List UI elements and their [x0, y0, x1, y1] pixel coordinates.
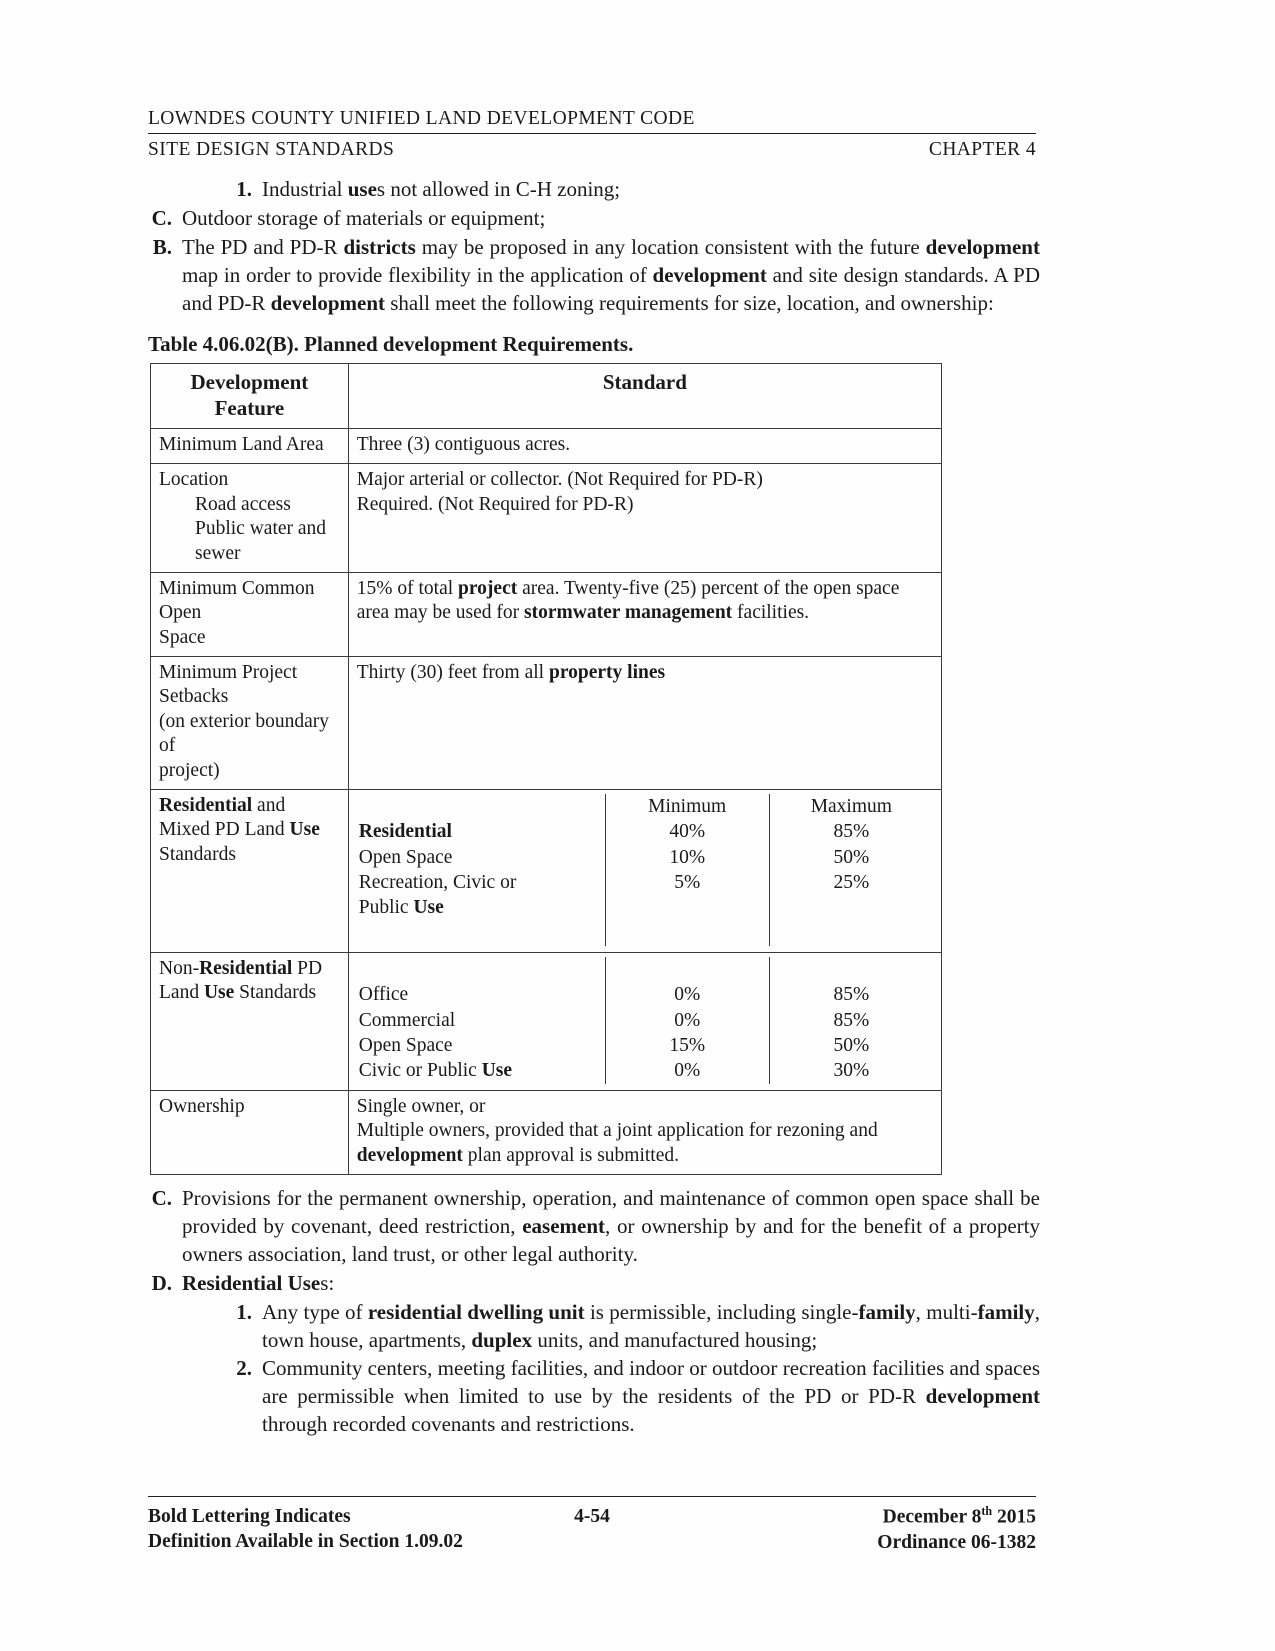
bold-term: Use [203, 982, 235, 1004]
table-row [151, 1090, 942, 1174]
bold-term: districts [343, 234, 416, 259]
text-run: Recreation, Civic or [358, 872, 517, 894]
text-run: and site design standards. A PD and PD-R [182, 262, 1040, 315]
bold-term: easement [522, 1213, 606, 1238]
text-run: area. Twenty-five (25) percent of the open space area may be used for [356, 577, 900, 624]
bold-term: Residential [358, 821, 452, 843]
list-item-text [182, 234, 1040, 318]
text-run: Public [358, 897, 414, 919]
bold-term: development [925, 234, 1040, 259]
pct-label: Commercial [358, 1009, 456, 1031]
ordinal-suffix: th [981, 1504, 993, 1518]
table-row [151, 953, 942, 1091]
pct-filler [357, 921, 606, 946]
cell-feature-non-residential-pd [151, 953, 349, 1091]
pct-row [357, 870, 933, 921]
pct-row [357, 982, 933, 1007]
text-run: Standards [159, 843, 236, 865]
text-run: map in order to provide flexibility in the application of [182, 262, 653, 287]
bold-term: property lines [548, 662, 666, 684]
cell-feature-residential-mixed-pd [151, 789, 349, 952]
text-line: Space [159, 626, 206, 648]
text-run: 2015 [992, 1506, 1036, 1528]
location-sub-road-access: Road access [195, 493, 291, 515]
bold-term: Use [481, 1060, 513, 1082]
cell-feature-ownership: Ownership [151, 1090, 349, 1174]
text-run: Standards [234, 982, 317, 1004]
pct-filler [605, 921, 769, 946]
location-sub-public-water-sewer: Public water and sewer [195, 518, 327, 564]
page-content [148, 176, 1040, 1440]
list-marker: C. [151, 205, 172, 230]
text-run: Civic or Public [358, 1060, 482, 1082]
running-head-second-line [148, 134, 1036, 161]
column-header-standard: Standard [348, 363, 941, 429]
text-run: Industrial [262, 177, 348, 201]
text-run: s not allowed in C-H zoning; [376, 177, 621, 201]
list-marker: D. [151, 1270, 172, 1295]
text-line: (on exterior boundary of [159, 710, 330, 757]
list-marker: 2. [236, 1356, 252, 1381]
planned-development-requirements-table [150, 363, 942, 1175]
text-run: , multi- [915, 1299, 978, 1324]
pct-spacer-row [357, 957, 933, 982]
text-run: Single owner, or [356, 1095, 486, 1117]
text-run: plan approval is submitted. [462, 1144, 679, 1166]
pct-max-value: 85% [769, 982, 933, 1007]
cell-standard-non-residential-pd [348, 953, 941, 1091]
pct-col-header-maximum: Maximum [769, 794, 933, 819]
bold-term: development [925, 1384, 1040, 1409]
bold-term: development [652, 262, 767, 287]
list-item-text [262, 1355, 1040, 1439]
pct-label [357, 819, 606, 844]
pct-min-value: 0% [605, 1058, 769, 1083]
table-row [151, 464, 942, 573]
pct-min-value: 15% [605, 1033, 769, 1058]
column-header-development-feature: Development Feature [151, 363, 349, 429]
bold-term: Use [413, 897, 444, 919]
chapter-label: CHAPTER 4 [928, 139, 1036, 160]
pct-min-value: 0% [605, 1008, 769, 1033]
cell-standard-min-land-area: Three (3) contiguous acres. [348, 429, 941, 464]
page-footer [148, 1496, 1036, 1555]
footer-page-number: 4-54 [574, 1506, 610, 1527]
bold-term: development [270, 290, 385, 315]
pct-filler [769, 957, 933, 982]
table-row [151, 789, 942, 952]
pct-max-value: 50% [769, 1033, 933, 1058]
text-run: s: [320, 1270, 335, 1295]
bold-term: use [347, 177, 377, 201]
table-row [151, 572, 942, 656]
text-run: units, and manufactured housing; [532, 1327, 818, 1352]
pct-row [357, 845, 933, 870]
pct-max-value: 30% [769, 1058, 933, 1083]
pct-header-row [357, 794, 933, 819]
pct-label: Open Space [358, 846, 453, 868]
text-line: project) [159, 759, 220, 781]
residential-percentage-table [357, 794, 933, 946]
pct-row [357, 819, 933, 844]
pct-min-value: 10% [605, 845, 769, 870]
pct-row [357, 1033, 933, 1058]
pct-max-value: 50% [769, 845, 933, 870]
bold-term: family [858, 1299, 916, 1324]
text-run: 15% of total [356, 577, 459, 599]
list-item-text [182, 1270, 1040, 1298]
list-item-text [182, 1185, 1040, 1269]
pct-min-value: 0% [605, 982, 769, 1007]
pct-filler [357, 957, 606, 982]
text-run: shall meet the following requirements for size, location, and ownership: [385, 290, 994, 315]
text-run: The PD and PD-R [182, 234, 344, 259]
text-run: may be proposed in any location consistent with the future [415, 234, 926, 259]
text-run: Any type of [262, 1299, 368, 1324]
text-run: Non- [159, 958, 200, 980]
list-item-text [262, 176, 1040, 204]
bold-term: project [458, 577, 518, 599]
bold-term: Residential Use [182, 1270, 321, 1295]
text-line: Minimum Common Open [159, 577, 315, 624]
cell-standard-min-common-open-space [348, 572, 941, 656]
pct-label: Open Space [358, 1035, 453, 1057]
pct-max-value: 85% [769, 819, 933, 844]
document-title: LOWNDES COUNTY UNIFIED LAND DEVELOPMENT CODE [148, 108, 1036, 134]
text-run: Provisions for the permanent ownership, operation, and maintenance of common open space shall be provided by covenant, deed restriction, [182, 1185, 1040, 1238]
pct-label: Office [358, 984, 409, 1006]
cell-standard-location [348, 464, 941, 573]
list-item-d-residential-uses [148, 1270, 1040, 1298]
pct-max-value: 25% [769, 870, 933, 921]
cell-standard-ownership [348, 1090, 941, 1174]
list-item-d2-community-centers [148, 1355, 1040, 1439]
section-title: SITE DESIGN STANDARDS [148, 139, 395, 160]
text-run: , town house, apartments, [262, 1299, 1040, 1352]
text-run: , or ownership by and for the benefit of a property owners association, land trust, or other legal authority. [182, 1213, 1040, 1266]
footer-bold-note-line2: Definition Available in Section 1.09.02 [148, 1531, 463, 1553]
text-run: Thirty (30) feet from all [356, 662, 549, 684]
pct-col-header-minimum: Minimum [605, 794, 769, 819]
location-standard-line2: Required. (Not Required for PD-R) [356, 493, 634, 515]
text-run: facilities. [732, 602, 810, 624]
list-item-1-industrial [148, 176, 1040, 204]
list-item-b-pd-districts [148, 234, 1040, 318]
footer-ordinance: Ordinance 06-1382 [877, 1531, 1036, 1553]
list-item-c-provisions [148, 1185, 1040, 1269]
text-run: December 8 [882, 1506, 982, 1528]
list-item-d1-dwelling-unit [148, 1299, 1040, 1355]
cell-feature-min-common-open-space [151, 572, 349, 656]
pct-max-value: 85% [769, 1008, 933, 1033]
bold-term: residential dwelling unit [367, 1299, 585, 1324]
text-run: and Mixed PD Land [159, 794, 290, 841]
text-run: Community centers, meeting facilities, and indoor or outdoor recreation facilities and spaces are permissible when limited to use by the residents of the PD or PD-R [262, 1356, 1040, 1409]
text-run: is permissible, including single- [584, 1299, 859, 1324]
cell-feature-location [151, 464, 349, 573]
pct-label [357, 1058, 606, 1083]
pct-row [357, 1058, 933, 1083]
location-standard-line1: Major arterial or collector. (Not Required for PD-R) [356, 469, 763, 491]
pct-min-value: 5% [605, 870, 769, 921]
table-caption: Table 4.06.02(B). Planned development Requirements. [148, 331, 634, 356]
list-marker: 1. [236, 177, 252, 201]
bold-term: Use [289, 819, 320, 841]
pct-filler [769, 921, 933, 946]
list-marker: 1. [236, 1299, 252, 1324]
table-row [151, 429, 942, 464]
cell-standard-min-project-setbacks [348, 657, 941, 790]
list-item-text: Outdoor storage of materials or equipment; [182, 205, 546, 230]
text-run: PD Land [159, 958, 323, 1004]
footer-bold-note-line1: Bold Lettering Indicates [148, 1506, 351, 1527]
pct-min-value: 40% [605, 819, 769, 844]
bold-term: development [356, 1144, 463, 1166]
list-marker: C. [151, 1185, 172, 1210]
pct-filler-row [357, 921, 933, 946]
text-run: Multiple owners, provided that a joint application for rezoning and [356, 1120, 878, 1142]
non-residential-percentage-table [357, 957, 933, 1084]
list-item-text [262, 1299, 1040, 1355]
text-run: through recorded covenants and restrictions. [262, 1412, 635, 1437]
bold-term: family [977, 1299, 1035, 1324]
table-row [151, 657, 942, 790]
list-item-c-outdoor-storage [148, 205, 1040, 233]
cell-feature-min-project-setbacks [151, 657, 349, 790]
cell-feature-min-land-area: Minimum Land Area [151, 429, 349, 464]
cell-standard-residential-mixed-pd [348, 789, 941, 952]
running-head [148, 108, 1036, 161]
location-title: Location [159, 469, 229, 491]
pct-label-empty [357, 794, 606, 819]
bold-term: stormwater management [524, 602, 733, 624]
bold-term: duplex [471, 1327, 533, 1352]
pct-label [357, 870, 606, 921]
text-line: Minimum Project Setbacks [159, 662, 298, 708]
list-marker: B. [152, 234, 172, 259]
bold-term: Residential [199, 958, 293, 980]
pct-row [357, 1008, 933, 1033]
bold-term: Residential [159, 794, 253, 816]
table-header-row [151, 363, 942, 429]
pct-filler [605, 957, 769, 982]
